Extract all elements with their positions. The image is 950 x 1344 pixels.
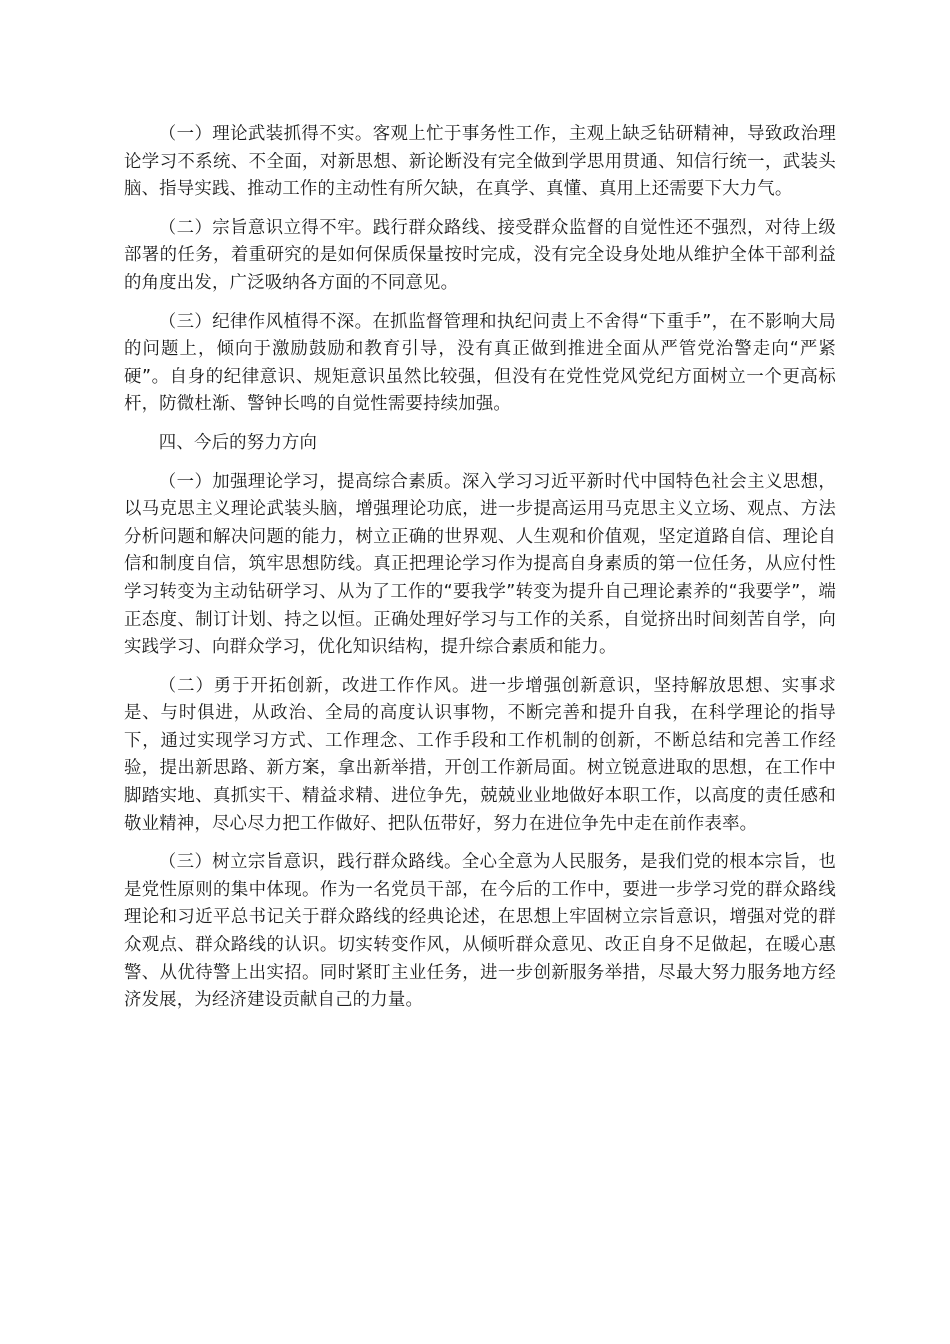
paragraph-strengthen-theory: （一）加强理论学习，提高综合素质。深入学习习近平新时代中国特色社会主义思想，以马克思主义理论武装头脑，增强理论功底，进一步提高运用马克思主义立场、观点、方法分析问题和解决问题的能力，树立正确的世界观、人生观和价值观，坚定道路自信、理论自信和制度自信，筑牢思想防线。真正把理论学习作为提高自身素质的第一位任务，从应付性学习转变为主动钻研学习、从为了工作的“要我学”转变为提升自己理论素养的“我要学”，端正态度、制订计划、持之以恒。正确处理好学习与工作的关系，自觉挤出时间刻苦自学，向实践学习、向群众学习，优化知识结构，提升综合素质和能力。 (124, 471, 836, 658)
paragraph-mass-line: （三）树立宗旨意识，践行群众路线。全心全意为人民服务，是我们党的根本宗旨，也是党性原则的集中体现。作为一名党员干部，在今后的工作中，要进一步学习党的群众路线理论和习近平总书记关于群众路线的经典论述，在思想上牢固树立宗旨意识，增强对党的群众观点、群众路线的认识。切实转变作风，从倾听群众意见、改正自身不足做起，在暖心惠警、从优待警上出实招。同时紧盯主业任务，进一步创新服务举措，尽最大努力服务地方经济发展，为经济建设贡献自己的力量。 (124, 852, 836, 1011)
document-body (124, 121, 836, 1026)
paragraph-discipline-style: （三）纪律作风植得不深。在抓监督管理和执纪问责上不舍得“下重手”，在不影响大局的问题上，倾向于激励鼓励和教育引导，没有真正做到推进全面从严管党治警走向“严紧硬”。自身的纪律意识、规矩意识虽然比较强，但没有在党性党风党纪方面树立一个更高标杆，防微杜渐、警钟长鸣的自觉性需要持续加强。 (124, 311, 836, 415)
section-heading: 四、今后的努力方向 (158, 432, 318, 453)
paragraph-theory-armament: （一）理论武装抓得不实。客观上忙于事务性工作，主观上缺乏钻研精神，导致政治理论学习不系统、不全面，对新思想、新论断没有完全做到学思用贯通、知信行统一，武装头脑、指导实践、推动工作的主动性有所欠缺，在真学、真懂、真用上还需要下大力气。 (124, 124, 836, 200)
paragraph-purpose-awareness: （二）宗旨意识立得不牢。践行群众路线、接受群众监督的自觉性还不强烈，对待上级部署的任务，着重研究的是如何保质保量按时完成，没有完全设身处地从维护全体干部利益的角度出发，广泛吸纳各方面的不同意见。 (124, 217, 836, 293)
paragraph-innovation: （二）勇于开拓创新，改进工作作风。进一步增强创新意识，坚持解放思想、实事求是、与时俱进，从政治、全局的高度认识事物，不断完善和提升自我，在科学理论的指导下，通过实现学习方式、工作理念、工作手段和工作机制的创新，不断总结和完善工作经验，提出新思路、新方案，拿出新举措，开创工作新局面。树立锐意进取的思想，在工作中脚踏实地、真抓实干、精益求精、进位争先，兢兢业业地做好本职工作，以高度的责任感和敬业精神，尽心尽力把工作做好、把队伍带好，努力在进位争先中走在前作表率。 (124, 675, 836, 834)
